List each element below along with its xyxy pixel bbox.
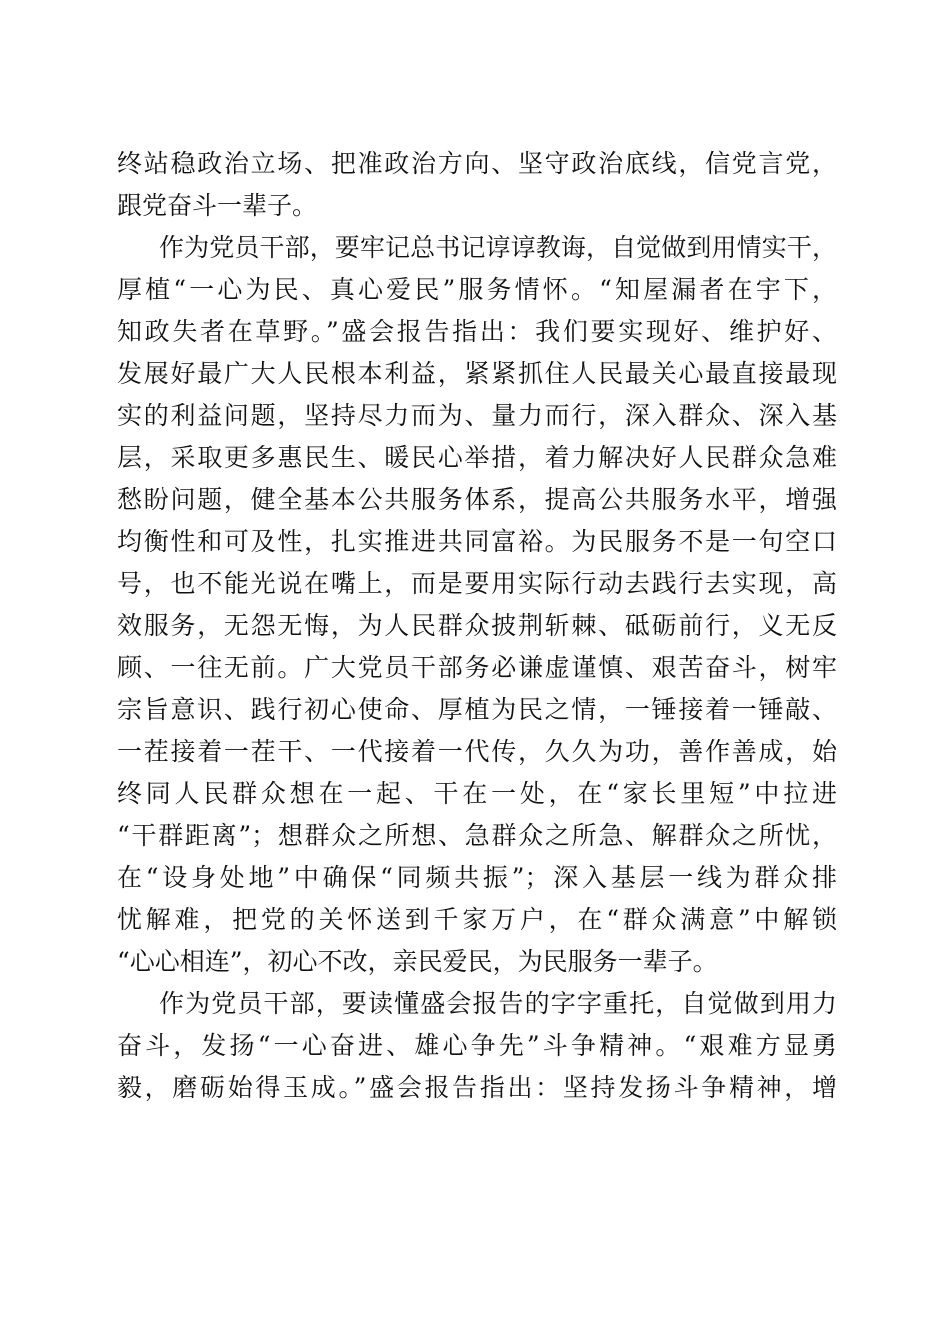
text-line: 层，采取更多惠民生、暖民心举措，着力解决好人民群众急难 bbox=[117, 443, 837, 472]
paragraph-start-line: 作为党员干部，要牢记总书记谆谆教诲，自觉做到用情实干， bbox=[159, 233, 837, 262]
text-line: 终同人民群众想在一起、干在一处，在“家长里短”中拉进 bbox=[117, 779, 837, 808]
text-line: 毅，磨砺始得玉成。”盛会报告指出：坚持发扬斗争精神，增 bbox=[117, 1073, 837, 1102]
text-line: 宗旨意识、践行初心使命、厚植为民之情，一锤接着一锤敲、 bbox=[117, 695, 837, 724]
text-line: 号，也不能光说在嘴上，而是要用实际行动去践行去实现，高 bbox=[117, 569, 837, 598]
body-text bbox=[117, 143, 837, 1109]
text-line: 跟党奋斗一辈子。 bbox=[117, 191, 318, 220]
text-line: 在“设身处地”中确保“同频共振”；深入基层一线为群众排 bbox=[117, 863, 837, 892]
text-line: 知政失者在草野。”盛会报告指出：我们要实现好、维护好、 bbox=[117, 317, 837, 346]
text-line: 终站稳政治立场、把准政治方向、坚守政治底线，信党言党， bbox=[117, 149, 837, 178]
text-line: 忧解难，把党的关怀送到千家万户，在“群众满意”中解锁 bbox=[117, 905, 837, 934]
text-line: “心心相连”，初心不改，亲民爱民，为民服务一辈子。 bbox=[117, 947, 718, 976]
text-line: 均衡性和可及性，扎实推进共同富裕。为民服务不是一句空口 bbox=[117, 527, 837, 556]
text-line: 一茬接着一茬干、一代接着一代传，久久为功，善作善成，始 bbox=[117, 737, 837, 766]
text-line: 实的利益问题，坚持尽力而为、量力而行，深入群众、深入基 bbox=[117, 401, 837, 430]
paragraph-start-line: 作为党员干部，要读懂盛会报告的字字重托，自觉做到用力 bbox=[159, 989, 837, 1018]
text-line: 奋斗，发扬“一心奋进、雄心争先”斗争精神。“艰难方显勇 bbox=[117, 1031, 837, 1060]
text-line: 效服务，无怨无悔，为人民群众披荆斩棘、砥砺前行，义无反 bbox=[117, 611, 837, 640]
text-line: 顾、一往无前。广大党员干部务必谦虚谨慎、艰苦奋斗，树牢 bbox=[117, 653, 837, 682]
text-line: 愁盼问题，健全基本公共服务体系，提高公共服务水平，增强 bbox=[117, 485, 837, 514]
text-line: 发展好最广大人民根本利益，紧紧抓住人民最关心最直接最现 bbox=[117, 359, 837, 388]
text-line: “干群距离”；想群众之所想、急群众之所急、解群众之所忧， bbox=[117, 821, 837, 850]
text-line: 厚植“一心为民、真心爱民”服务情怀。“知屋漏者在宇下， bbox=[117, 275, 837, 304]
